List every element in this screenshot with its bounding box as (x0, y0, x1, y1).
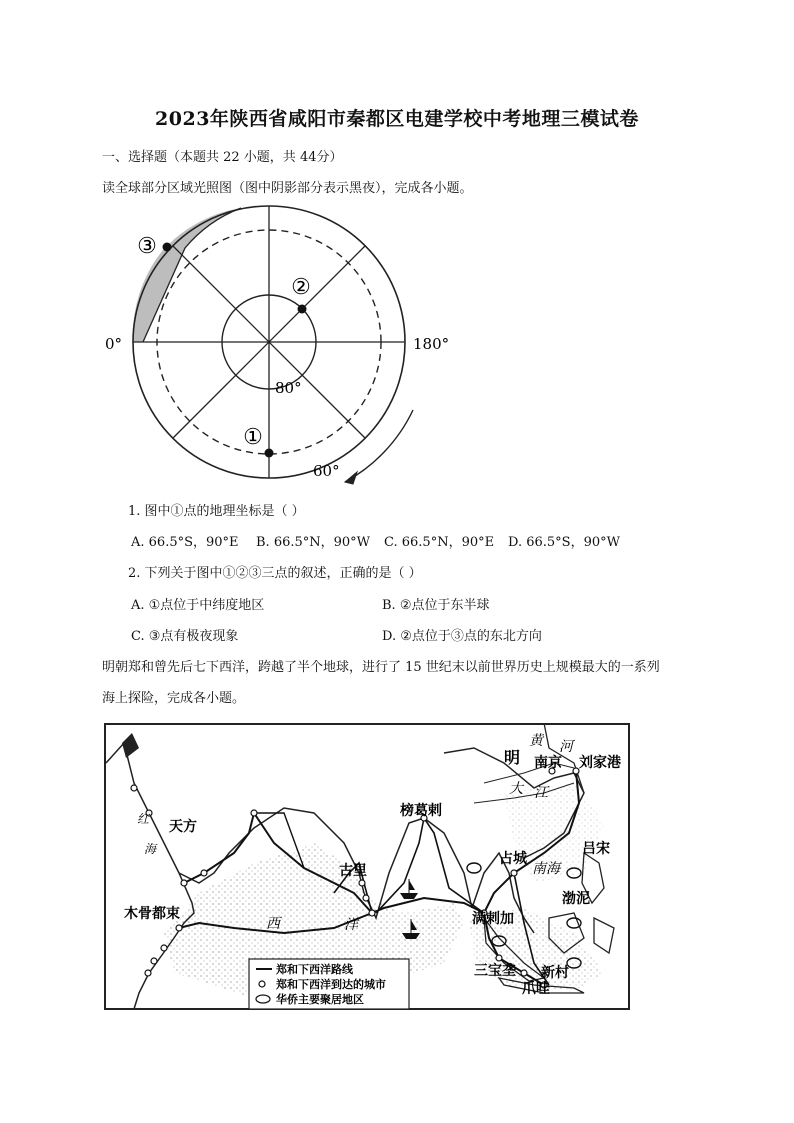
lat-80-label: 80° (275, 379, 302, 397)
q2-option-a: A. ①点位于中纬度地区 (131, 598, 265, 613)
label-yang: 洋 (344, 917, 358, 933)
intro-text-2-line2: 海上探险，完成各小题。 (102, 691, 246, 706)
label-he: 河 (559, 739, 573, 755)
point-1-label: ① (243, 425, 263, 450)
q1-option-d: D. 66.5°S，90°W (508, 535, 620, 550)
label-banggela: 榜葛剌 (400, 803, 442, 819)
label-manlajia: 满剌加 (472, 911, 514, 927)
label-hai-red: 海 (144, 842, 157, 856)
lon-0-label: 0° (105, 335, 123, 353)
label-tianfang: 天方 (169, 819, 197, 835)
q2-option-b: B. ②点位于东半球 (382, 598, 490, 613)
label-sanbaolong: 三宝垄 (474, 963, 516, 979)
page-title: 2023年陕西省咸阳市秦都区电建学校中考地理三模试卷 (155, 108, 639, 130)
map-legend (249, 959, 409, 1009)
legend-city-label: 郑和下西洋到达的城市 (276, 978, 386, 991)
q1-option-a: A. 66.5°S，90°E (131, 535, 239, 550)
polar-light-diagram (95, 200, 475, 500)
point-3-label: ③ (137, 234, 157, 259)
label-zhuawa: 爪哇 (522, 981, 550, 997)
zhenghe-voyage-map (104, 723, 630, 1010)
label-hong: 红 (137, 812, 150, 826)
point-2-dot (298, 305, 307, 314)
label-xi: 西 (266, 916, 280, 932)
q2-option-c: C. ③点有极夜现象 (131, 629, 239, 644)
label-nanhai: 南海 (532, 861, 560, 877)
label-xincun: 新村 (541, 965, 569, 981)
label-liujiagang: 刘家港 (579, 755, 621, 771)
intro-text-1: 读全球部分区域光照图（图中阴影部分表示黑夜），完成各小题。 (102, 181, 473, 196)
q2-option-d: D. ②点位于③点的东北方向 (382, 629, 542, 644)
q1-option-c: C. 66.5°N，90°E (384, 535, 495, 550)
question-1-stem: 1. 图中①点的地理坐标是（ ） (128, 504, 305, 519)
section-heading: 一、选择题（本题共 22 小题，共 44分） (102, 150, 343, 165)
q1-option-b: B. 66.5°N，90°W (256, 535, 371, 550)
label-lvsong: 吕宋 (582, 841, 610, 857)
label-zhancheng: 占城 (499, 851, 527, 867)
label-ming: 明 (504, 748, 521, 767)
night-shade (133, 208, 241, 342)
label-mugudushu: 木骨都束 (124, 906, 180, 922)
label-bolinbang: 渤泥 (562, 891, 590, 907)
label-da: 大 (509, 781, 523, 797)
label-guli: 古里 (339, 863, 367, 879)
point-2-label: ② (291, 275, 311, 300)
point-1-dot (265, 449, 274, 458)
label-huang: 黄 (529, 733, 543, 749)
point-3-dot (163, 243, 172, 252)
legend-huaqiao-label: 华侨主要聚居地区 (276, 993, 364, 1006)
legend-route-label: 郑和下西洋路线 (276, 963, 353, 976)
label-nanjing: 南京 (534, 755, 562, 771)
label-jiang: 江 (534, 785, 548, 801)
intro-text-2-line1: 明朝郑和曾先后七下西洋，跨越了半个地球，进行了 15 世纪末以前世界历史上规模最大的一系列 (102, 660, 660, 675)
lon-180-label: 180° (413, 335, 450, 353)
lat-60-label: 60° (313, 462, 340, 480)
question-2-stem: 2. 下列关于图中①②③三点的叙述，正确的是（ ） (128, 566, 422, 581)
